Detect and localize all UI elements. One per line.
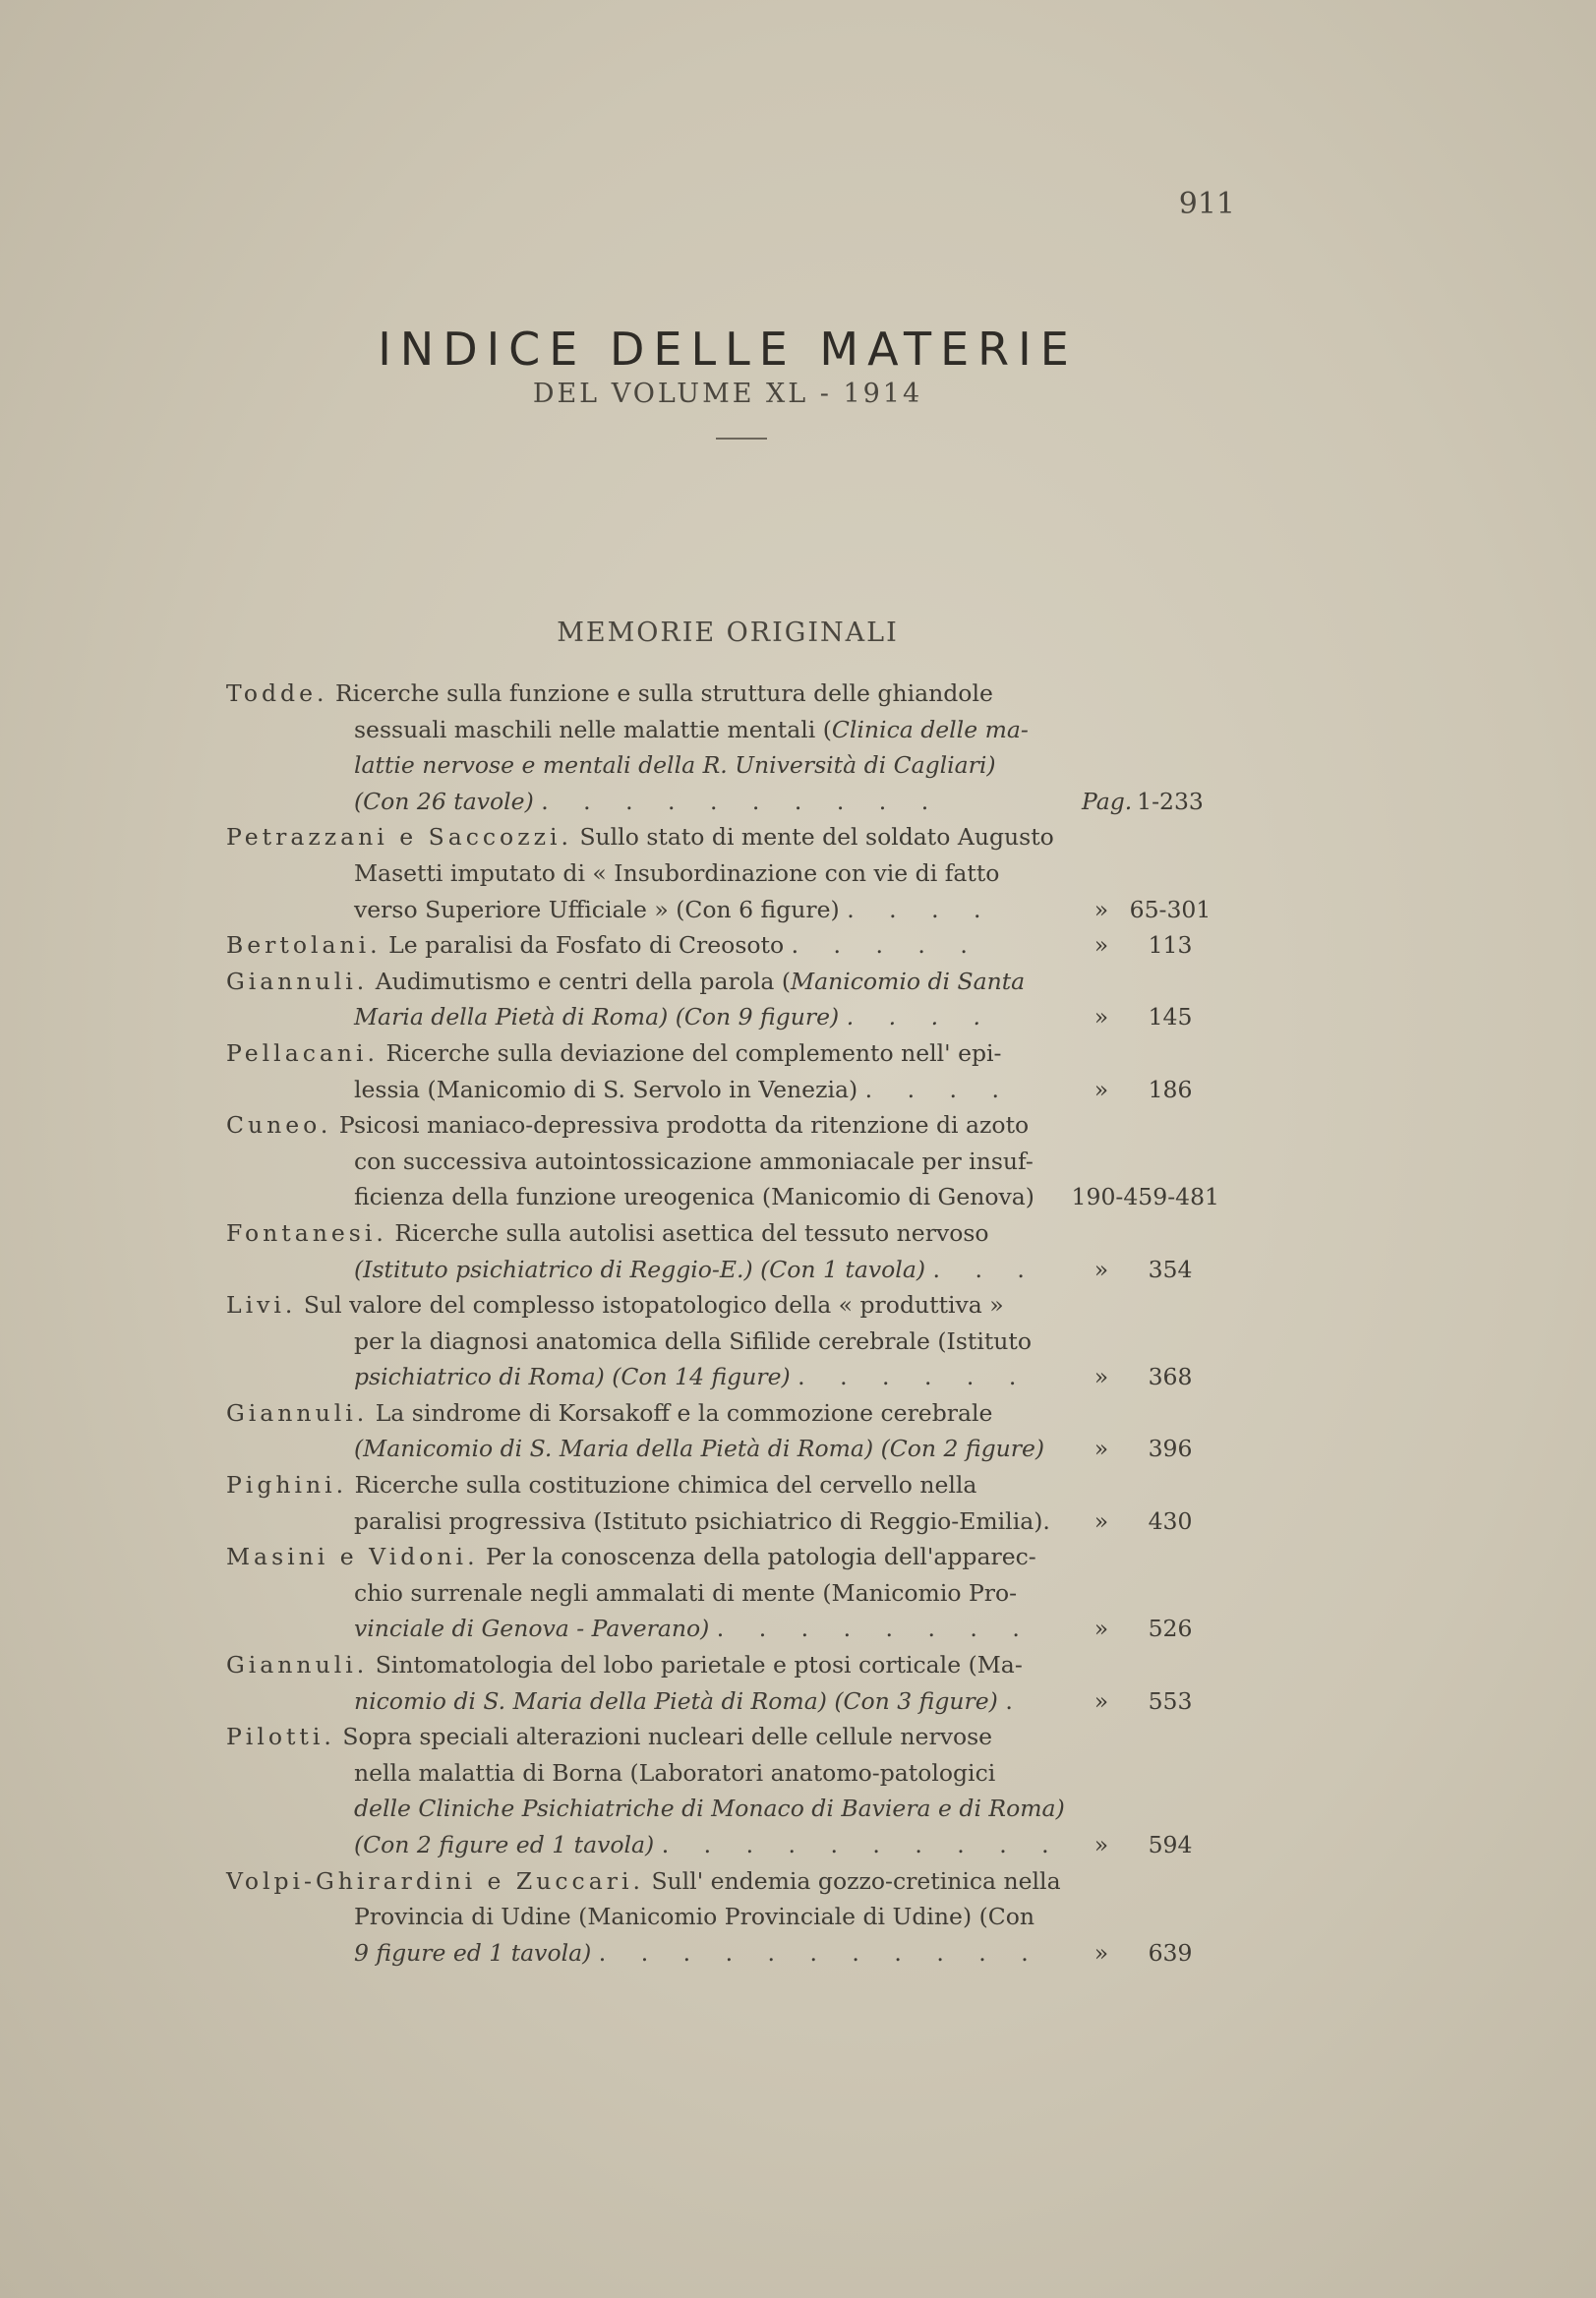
entry-text: delle Cliniche Psichiatriche di Monaco di Baviera e di Roma): [354, 1795, 1065, 1823]
page-ref: [1072, 1179, 1219, 1215]
page-number: 911: [1178, 187, 1235, 221]
toc-entry: [226, 819, 1219, 927]
toc-line: [226, 1107, 1219, 1144]
page-marker: »: [1094, 1506, 1109, 1535]
page-marker: »: [1094, 895, 1109, 923]
entry-text: (Con 26 tavole): [354, 787, 534, 815]
toc-line: [226, 1431, 1219, 1467]
page-marker: »: [1094, 1255, 1109, 1283]
toc-line: [226, 747, 1219, 784]
page-ref: [1082, 1935, 1219, 1972]
entry-text: con successiva autointossicazione ammoniacale per insuf-: [354, 1147, 1034, 1175]
leader-dots: . . . . . .: [798, 1363, 1031, 1391]
toc-entry: [226, 964, 1219, 1035]
entry-author: Giannuli.: [226, 967, 369, 995]
page-range: 113: [1148, 931, 1193, 960]
page-ref: [1082, 784, 1219, 820]
toc-line: [226, 1179, 1219, 1215]
entry-author: Petrazzani e Saccozzi.: [226, 823, 572, 852]
entry-author: Masini e Vidoni.: [226, 1543, 479, 1571]
entry-text: La sindrome di Korsakoff e la commozione cerebrale: [375, 1398, 993, 1427]
toc-line: [226, 1324, 1219, 1360]
entry-text: ficienza della funzione ureogenica (Manicomio di Genova): [354, 1183, 1034, 1211]
entry-text: Provincia di Udine (Manicomio Provinciale di Udine) (Con: [354, 1903, 1035, 1931]
toc-line: [226, 1719, 1219, 1755]
page-range: 430: [1148, 1506, 1193, 1535]
page-ref: [1082, 1072, 1219, 1108]
entry-text: Ricerche sulla autolisi asettica del tessuto nervoso: [394, 1218, 989, 1247]
page-range: 526: [1148, 1615, 1193, 1643]
toc-line: [226, 1935, 1219, 1972]
toc-line: [226, 1359, 1219, 1395]
toc-line: [226, 1863, 1219, 1900]
entry-text: Masetti imputato di « Insubordinazione con vie di fatto: [354, 858, 1000, 887]
page-marker: »: [1094, 1003, 1109, 1031]
page-ref: [1082, 927, 1219, 964]
leader-dots: . . . .: [846, 1003, 994, 1031]
page-ref: [1082, 1827, 1219, 1863]
entry-text: per la diagnosi anatomica della Sifilide cerebrale (Istituto: [354, 1326, 1033, 1355]
entry-text: (Con 2 figure ed 1 tavola): [354, 1831, 655, 1858]
entry-institution: Clinica delle ma-: [831, 715, 1029, 743]
toc-entry: [226, 1287, 1219, 1395]
entry-text: lattie nervose e mentali della R. Università di Cagliari): [354, 751, 996, 780]
entry-text: Sul valore del complesso istopatologico della « produttiva »: [303, 1291, 1004, 1320]
toc-line: [226, 892, 1219, 928]
toc-entry: [226, 1395, 1219, 1467]
toc-line: [226, 1144, 1219, 1180]
entry-text: Le paralisi da Fosfato di Creosoto: [388, 931, 785, 960]
entry-text: lessia (Manicomio di S. Servolo in Venezia): [354, 1075, 858, 1103]
toc-line: [226, 855, 1219, 892]
entry-text: Audimutismo e centri della parola (: [375, 967, 792, 995]
entry-text: Sintomatologia del lobo parietale e ptosi corticale (Ma-: [375, 1651, 1023, 1679]
toc-line: [226, 1395, 1219, 1432]
page-range: 145: [1148, 1003, 1193, 1031]
entry-author: Giannuli.: [226, 1651, 369, 1679]
toc-entry: [226, 1107, 1219, 1215]
entry-institution: Manicomio di Santa: [791, 967, 1026, 995]
entry-text: verso Superiore Ufficiale » (Con 6 figure): [354, 895, 840, 923]
page-title: INDICE DELLE MATERIE: [378, 323, 1078, 376]
page-range: 354: [1148, 1255, 1193, 1283]
toc-line: [226, 1215, 1219, 1252]
toc-line: [226, 1252, 1219, 1288]
toc-line: [226, 712, 1219, 748]
page-subtitle: DEL VOLUME XL - 1914: [532, 379, 923, 409]
toc-entry: [226, 1647, 1219, 1719]
entry-text: Sullo stato di mente del soldato Augusto: [579, 823, 1054, 852]
entry-text: Sopra speciali alterazioni nucleari delle cellule nervose: [342, 1723, 993, 1751]
leader-dots: . . . . . . . . . . .: [598, 1938, 1042, 1967]
entry-author: Cuneo.: [226, 1111, 332, 1140]
toc-line: [226, 1503, 1219, 1540]
page-range: 396: [1148, 1435, 1193, 1463]
entry-text: Ricerche sulla costituzione chimica del cervello nella: [354, 1471, 977, 1500]
toc-line: [226, 1072, 1219, 1108]
page-marker: »: [1094, 1435, 1109, 1463]
toc-entry: [226, 1035, 1219, 1107]
toc-line: [226, 1287, 1219, 1324]
toc-line: [226, 964, 1219, 1000]
entry-author: Bertolani.: [226, 931, 382, 960]
page-ref: [1082, 892, 1219, 928]
entry-author: Volpi-Ghirardini e Zuccari.: [226, 1866, 644, 1895]
toc-entry: [226, 1719, 1219, 1862]
page-range: 186: [1148, 1075, 1193, 1103]
page-range: 368: [1148, 1363, 1193, 1391]
entry-text: (Istituto psichiatrico di Reggio-E.) (Con 1 tavola): [354, 1255, 926, 1283]
page-marker: »: [1094, 1363, 1109, 1391]
entry-text: Ricerche sulla deviazione del complemento nell' epi-: [385, 1038, 1002, 1067]
page-range: 594: [1148, 1831, 1193, 1858]
page-ref: [1082, 1359, 1219, 1395]
page-ref: [1082, 999, 1219, 1035]
toc-line: [226, 676, 1219, 712]
page-range: 65-301: [1129, 895, 1212, 923]
page-ref: [1082, 1503, 1219, 1540]
page-ref: [1082, 1252, 1219, 1288]
entry-author: Pighini.: [226, 1471, 348, 1500]
page-range: 1-233: [1137, 787, 1204, 815]
toc-entry: [226, 1215, 1219, 1287]
page-ref: [1082, 1431, 1219, 1467]
toc-line: [226, 784, 1219, 820]
entry-author: Todde.: [226, 679, 328, 707]
page-marker: »: [1094, 1938, 1109, 1967]
page-marker: »: [1094, 1831, 1109, 1858]
toc-line: [226, 1467, 1219, 1503]
page-marker: »: [1094, 1075, 1109, 1103]
toc-line: [226, 1539, 1219, 1575]
entry-text: Sull' endemia gozzo-cretinica nella: [651, 1866, 1061, 1895]
table-of-contents: [226, 676, 1219, 1971]
leader-dots: . . . . . . . . . .: [661, 1831, 1063, 1858]
page-marker: »: [1094, 931, 1109, 960]
page-range: 553: [1148, 1686, 1193, 1715]
toc-line: [226, 999, 1219, 1035]
leader-dots: . . .: [932, 1255, 1038, 1283]
toc-line: [226, 1755, 1219, 1792]
toc-entry: [226, 927, 1219, 964]
entry-author: Pellacani.: [226, 1038, 379, 1067]
entry-text: chio surrenale negli ammalati di mente (Manicomio Pro-: [354, 1578, 1018, 1607]
page-ref: [1082, 1611, 1219, 1647]
entry-text: (Manicomio di S. Maria della Pietà di Roma) (Con 2 figure): [354, 1435, 1045, 1463]
entry-text: Psicosi maniaco-depressiva prodotta da ritenzione di azoto: [338, 1111, 1030, 1140]
toc-entry: [226, 1539, 1219, 1647]
leader-dots: . . . . . . . .: [716, 1615, 1034, 1643]
leader-dots: . . . . . . . . . .: [541, 787, 943, 815]
entry-author: Fontanesi.: [226, 1218, 387, 1247]
toc-line: [226, 1575, 1219, 1612]
page-ref: [1082, 1683, 1219, 1720]
section-heading: MEMORIE ORIGINALI: [557, 618, 899, 648]
entry-text: nella malattia di Borna (Laboratori anatomo-patologici: [354, 1758, 996, 1787]
toc-line: [226, 1791, 1219, 1827]
entry-text: 9 figure ed 1 tavola): [354, 1938, 592, 1967]
title-divider: [716, 438, 767, 440]
entry-text: Ricerche sulla funzione e sulla struttura delle ghiandole: [334, 679, 993, 707]
entry-text: vinciale di Genova - Paverano): [354, 1615, 710, 1643]
entry-text: paralisi progressiva (Istituto psichiatrico di Reggio-Emilia).: [354, 1506, 1050, 1535]
entry-text: Maria della Pietà di Roma) (Con 9 figure): [354, 1003, 840, 1031]
entry-author: Pilotti.: [226, 1723, 335, 1751]
entry-text: Per la conoscenza della patologia dell'apparec-: [486, 1543, 1036, 1571]
toc-entry: [226, 1467, 1219, 1539]
toc-line: [226, 1683, 1219, 1720]
toc-line: [226, 1611, 1219, 1647]
toc-line: [226, 819, 1219, 855]
toc-entry: [226, 1863, 1219, 1972]
toc-line: [226, 1647, 1219, 1683]
page-marker: Pag.: [1082, 787, 1133, 815]
leader-dots: .: [1005, 1686, 1027, 1715]
entry-author: Livi.: [226, 1291, 297, 1320]
page-marker: »: [1094, 1615, 1109, 1643]
toc-line: [226, 1899, 1219, 1935]
entry-text: psichiatrico di Roma) (Con 14 figure): [354, 1363, 791, 1391]
leader-dots: . . . . .: [791, 931, 981, 960]
toc-line: [226, 1827, 1219, 1863]
toc-line: [226, 1035, 1219, 1072]
leader-dots: . . . .: [847, 895, 995, 923]
toc-entry: [226, 676, 1219, 819]
leader-dots: . . . .: [864, 1075, 1013, 1103]
page-marker: »: [1094, 1686, 1109, 1715]
entry-author: Giannuli.: [226, 1398, 369, 1427]
page-range: 190-459-481: [1071, 1183, 1219, 1211]
entry-text: sessuali maschili nelle malattie mentali (: [354, 715, 832, 743]
page-range: 639: [1148, 1938, 1193, 1967]
entry-text: nicomio di S. Maria della Pietà di Roma) (Con 3 figure): [354, 1686, 998, 1715]
toc-line: [226, 927, 1219, 964]
